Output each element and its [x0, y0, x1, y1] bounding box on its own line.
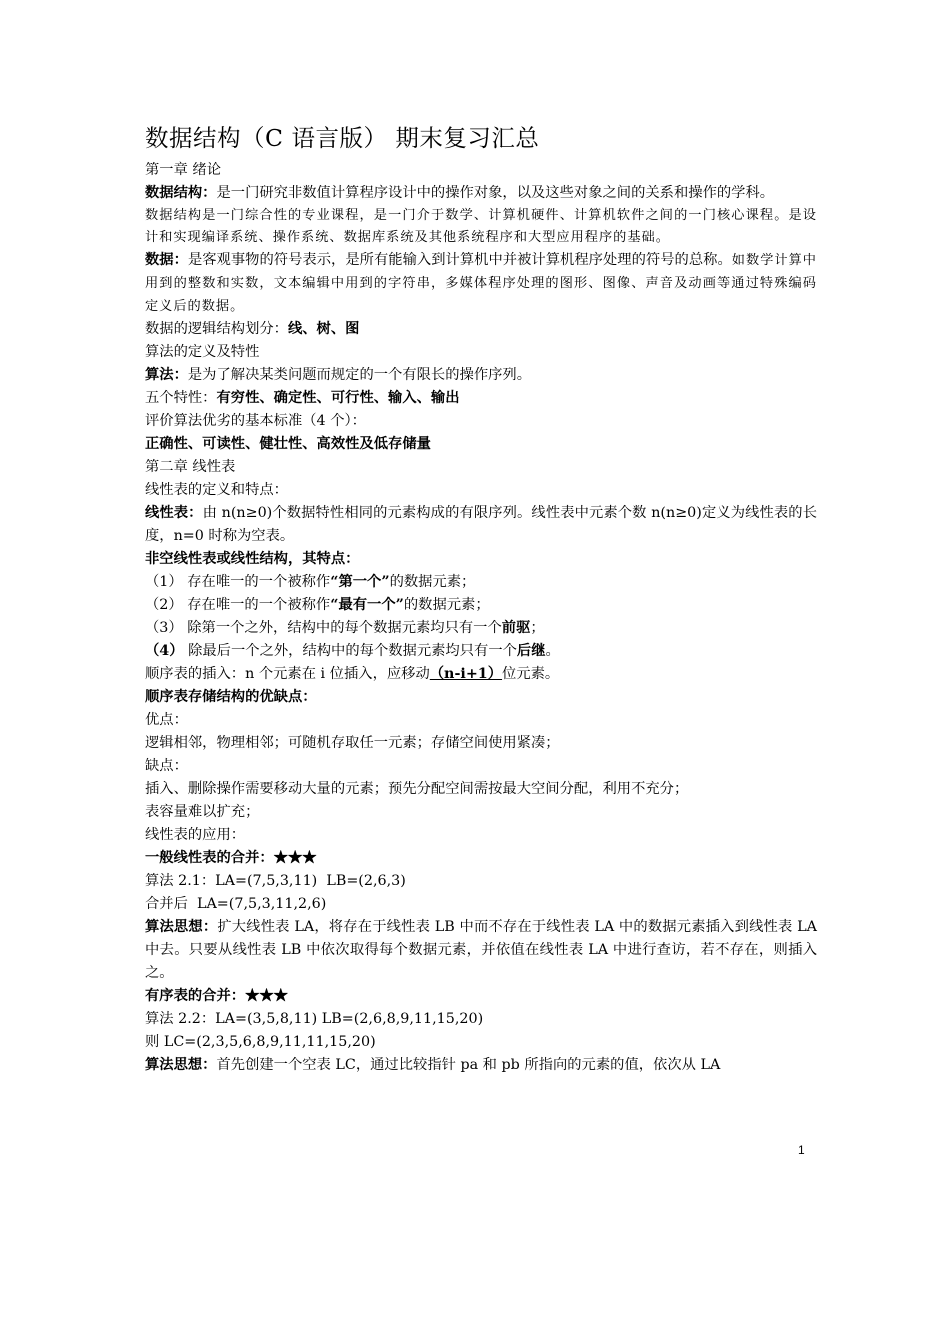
nonempty-heading-text: 非空线性表或线性结构，其特点： [145, 551, 360, 567]
cons-label: 缺点： [145, 758, 188, 774]
nonempty-heading [145, 548, 817, 571]
data-term: 数据： [145, 252, 188, 268]
merge2-idea [145, 1054, 817, 1077]
algo-definition [145, 364, 817, 387]
insert-bold: （n-i+1） [429, 666, 503, 682]
algo-2-1: 算法 2.1：LA=(7,5,3,11) LB=(2,6,3) [145, 873, 406, 889]
feature-3 [145, 617, 817, 640]
merge1-heading [145, 847, 817, 870]
ds-course-text: 数据结构是一门综合性的专业课程，是一门介于数学、计算机硬件、计算机软件之间的一门核心课程。是设计和实现编译系统、操作系统、数据库系统及其他系统程序和大型应用程序的基础。 [145, 208, 817, 245]
chapter-1-heading: 第一章 绪论 [145, 162, 222, 178]
algo-2-2: 算法 2.2：LA=(3,5,8,11) LB=(2,6,8,9,11,15,20) [145, 1011, 484, 1027]
feature-4-post: 。 [545, 643, 560, 659]
feature-2-post: 的数据元素； [403, 597, 490, 613]
merge1-idea-text: 扩大线性表 LA，将存在于线性表 LB 中而不存在于线性表 LA 中的数据元素插入到线性表 LA 中去。只要从线性表 LB 中依次取得每个数据元素，并依值在线性表 LA 中进行查访，若不存在，则插入之。 [145, 919, 817, 981]
merge1-heading-text: 一般线性表的合并：★★★ [145, 850, 317, 866]
document-page [145, 118, 817, 1077]
page-number: 1 [798, 1143, 805, 1157]
merge1-idea [145, 916, 817, 985]
merge1-result: 合并后 LA=(7,5,3,11,2,6) [145, 896, 327, 912]
merge1-idea-term: 算法思想： [145, 919, 218, 935]
five-properties-line [145, 387, 817, 410]
seq-heading-text: 顺序表存储结构的优缺点： [145, 689, 317, 705]
data-example-text: 如数学计算中用到的整数和实数，文本编辑中用到的字符串，多媒体程序处理的图形、图像、声音及动画等通过特殊编码定义后的数据。 [145, 253, 817, 314]
merge2-idea-text: 首先创建一个空表 LC，通过比较指针 pa 和 pb 所指向的元素的值，依次从 LA [216, 1057, 721, 1073]
feature-3-num: （3） [145, 620, 183, 636]
feature-2-bold: “最有一个” [330, 597, 404, 613]
seq-heading [145, 686, 817, 709]
ds-definition [145, 182, 817, 205]
merge2-heading [145, 985, 817, 1008]
pros-text: 逻辑相邻，物理相邻；可随机存取任一元素；存储空间使用紧凑； [145, 735, 560, 751]
merge2-result: 则 LC=(2,3,5,6,8,9,11,11,15,20) [145, 1034, 376, 1050]
insert-line [145, 663, 817, 686]
feature-1-post: 的数据元素； [389, 574, 476, 590]
eval-label: 评价算法优劣的基本标准（4 个）： [145, 413, 366, 429]
feature-2-pre: 存在唯一的一个被称作 [182, 597, 331, 613]
app-heading: 线性表的应用： [145, 827, 246, 843]
logic-structure-line [145, 318, 817, 341]
data-def-text: 是客观事物的符号表示，是所有能输入到计算机中并被计算机程序处理的符号的总称。 [187, 252, 732, 268]
algo-heading: 算法的定义及特性 [145, 344, 260, 360]
feature-3-pre: 除第一个之外，结构中的每个数据元素均只有一个 [182, 620, 502, 636]
cons-text-2: 表容量难以扩充； [145, 804, 260, 820]
feature-3-post: ； [530, 620, 545, 636]
feature-2-num: （2） [145, 597, 183, 613]
eval-value [145, 433, 817, 456]
merge2-idea-term: 算法思想： [145, 1057, 217, 1073]
ds-term: 数据结构： [145, 185, 217, 201]
eval-value-text: 正确性、可读性、健壮性、高效性及低存储量 [145, 436, 431, 452]
feature-3-bold: 前驱 [501, 620, 531, 636]
feature-4 [145, 640, 817, 663]
logic-value: 线、树、图 [287, 321, 360, 337]
document-title: 数据结构（C 语言版） 期末复习汇总 [145, 124, 540, 152]
feature-1-num: （1） [145, 574, 183, 590]
feature-4-num: （4） [145, 643, 184, 659]
lt-term: 线性表： [145, 505, 203, 521]
algo-def-text: 是为了解决某类问题而规定的一个有限长的操作序列。 [187, 367, 532, 383]
five-value: 有穷性、确定性、可行性、输入、输出 [216, 390, 460, 406]
feature-2 [145, 594, 817, 617]
insert-post: 位元素。 [502, 666, 560, 682]
cons-text-1: 插入、删除操作需要移动大量的元素；预先分配空间需按最大空间分配，利用不充分； [145, 781, 689, 797]
lt-definition [145, 502, 817, 548]
pros-label: 优点： [145, 712, 188, 728]
chapter-2-heading: 第二章 线性表 [145, 459, 236, 475]
five-label: 五个特性： [145, 390, 217, 406]
feature-1-bold: “第一个” [330, 574, 390, 590]
ds-def-text: 是一门研究非数值计算程序设计中的操作对象，以及这些对象之间的关系和操作的学科。 [216, 185, 775, 201]
feature-1 [145, 571, 817, 594]
feature-4-bold: 后继 [516, 643, 546, 659]
lt-def-text: 由 n(n≥0)个数据特性相同的元素构成的有限序列。线性表中元素个数 n(n≥0)定义为线性表的长度，n=0 时称为空表。 [145, 505, 817, 544]
merge2-heading-text: 有序表的合并：★★★ [145, 988, 288, 1004]
logic-label: 数据的逻辑结构划分： [145, 321, 288, 337]
algo-term: 算法： [145, 367, 188, 383]
insert-pre: 顺序表的插入：n 个元素在 i 位插入，应移动 [145, 666, 430, 682]
lt-heading: 线性表的定义和特点： [145, 482, 288, 498]
feature-1-pre: 存在唯一的一个被称作 [182, 574, 331, 590]
feature-4-pre: 除最后一个之外，结构中的每个数据元素均只有一个 [183, 643, 517, 659]
data-definition [145, 249, 817, 318]
